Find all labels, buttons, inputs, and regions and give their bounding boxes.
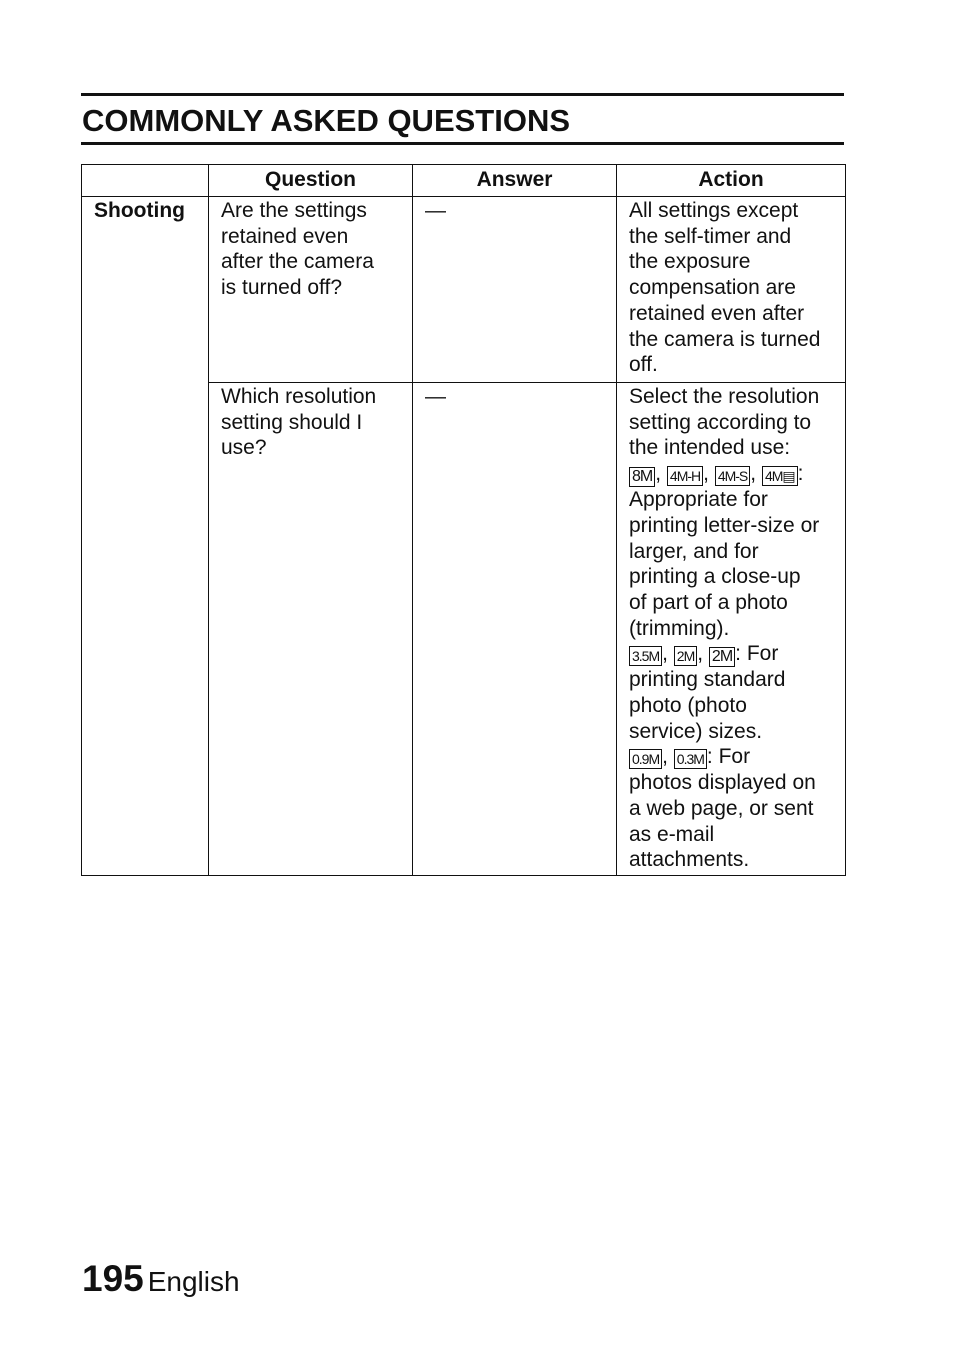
action-line: the intended use: [629, 436, 791, 460]
action-line: photos displayed on [629, 771, 816, 795]
action-line: setting according to [629, 410, 812, 434]
question-line: use? [221, 436, 267, 460]
icon-suffix: : For [735, 642, 779, 666]
page-title: COMMONLY ASKED QUESTIONS [82, 103, 571, 138]
question-line: after the camera [221, 250, 374, 274]
icon-suffix: : For [706, 745, 751, 769]
action-line: compensation are [629, 276, 796, 300]
resolution-8m-icon: 8M [629, 467, 655, 487]
action-line: retained even after [629, 301, 805, 325]
table-row [82, 197, 846, 383]
action-line: of part of a photo [629, 590, 788, 614]
header-question: Question [209, 165, 413, 197]
faq-table [81, 164, 846, 876]
resolution-0-9m-icon: 0.9M [629, 749, 662, 769]
action-line: (trimming). [629, 616, 730, 640]
header-row [82, 165, 846, 197]
icon-line: 3.5M , 2M , 2M : For [629, 641, 837, 667]
question-line: Are the settings [221, 199, 367, 222]
action-line: larger, and for [629, 539, 759, 563]
action-line: photo (photo [629, 694, 747, 718]
page-footer [82, 1258, 240, 1300]
question-line: Which resolution [221, 385, 377, 408]
action-line: printing letter-size or [629, 513, 820, 537]
resolution-3-5m-icon: 3.5M [629, 646, 662, 666]
action-cell [617, 197, 846, 383]
resolution-4m-wide-icon: 4M▤ [762, 466, 798, 486]
action-line: printing a close-up [629, 565, 801, 589]
resolution-4m-s-icon: 4M-S [715, 466, 750, 486]
action-line: Select the resolution [629, 385, 820, 408]
action-line: as e-mail [629, 822, 715, 846]
action-line: the self-timer and [629, 224, 792, 248]
action-line: the exposure [629, 250, 751, 274]
header-action: Action [617, 165, 846, 197]
question-cell [209, 383, 413, 876]
answer-cell: — [413, 383, 617, 876]
action-line: service) sizes. [629, 719, 763, 743]
header-answer: Answer [413, 165, 617, 197]
action-line: All settings except [629, 199, 799, 222]
title-block [81, 93, 844, 145]
page-number: 195 [82, 1258, 144, 1299]
question-line: retained even [221, 224, 349, 248]
header-category [82, 165, 209, 197]
resolution-0-3m-icon: 0.3M [674, 749, 707, 769]
language-label: English [147, 1266, 240, 1297]
answer-cell: — [413, 197, 617, 383]
question-line: setting should I [221, 410, 363, 434]
question-line: is turned off? [221, 276, 343, 300]
category-cell: Shooting [82, 197, 209, 876]
action-line: Appropriate for [629, 488, 768, 512]
icon-line: 8M , 4M-H , 4M-S , 4M▤ : [629, 461, 837, 487]
question-cell [209, 197, 413, 383]
resolution-2m-wide-icon: 2M [674, 646, 697, 666]
resolution-2m-icon: 2M [709, 647, 735, 667]
action-line: off. [629, 353, 658, 377]
action-line: attachments. [629, 848, 750, 872]
action-line: the camera is turned [629, 327, 821, 351]
action-line: printing standard [629, 668, 786, 692]
action-cell [617, 383, 846, 876]
icon-line: 0.9M , 0.3M : For [629, 744, 837, 770]
action-line: a web page, or sent [629, 796, 814, 820]
resolution-4m-h-icon: 4M-H [667, 466, 703, 486]
